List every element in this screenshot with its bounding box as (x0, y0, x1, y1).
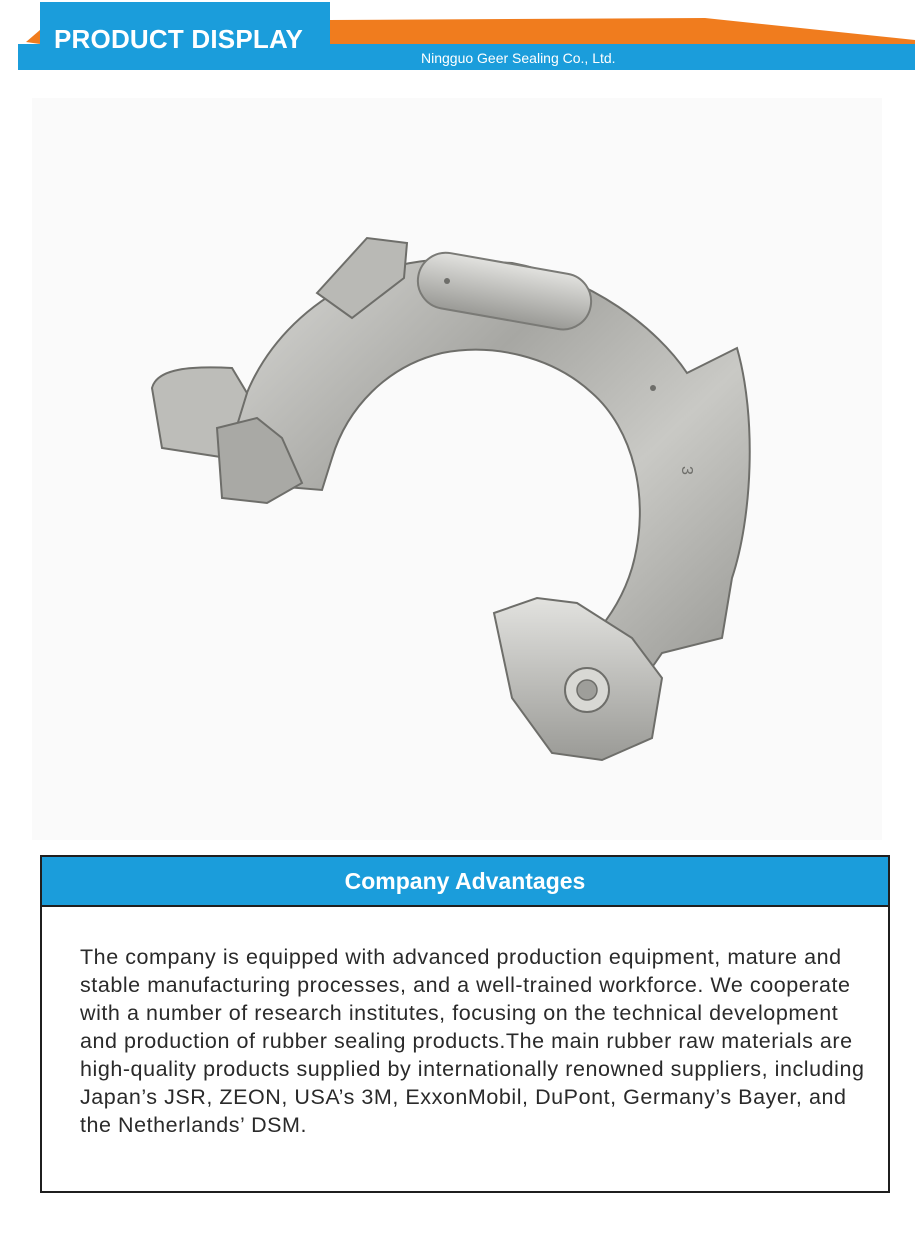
stamp-mark: 3 (678, 466, 695, 475)
header-banner (0, 0, 915, 80)
product-image (32, 98, 882, 840)
company-advantages-section (40, 855, 890, 1193)
banner-title: PRODUCT DISPLAY (54, 24, 304, 54)
clamp-part-illustration (32, 98, 882, 840)
section-header (42, 857, 888, 907)
company-name: Ningguo Geer Sealing Co., Ltd. (421, 50, 616, 66)
advantages-body-text: The company is equipped with advanced production equipment, mature and stable manufacturing processes, and a well-trained workforce. We cooperate with a number of research institutes, focusing on the technical development and production of rubber sealing products.The main rubber raw materials are high-quality products supplied by internationally renowned suppliers, including Japan’s JSR, ZEON, USA’s 3M, ExxonMobil, DuPont, Germany’s Bayer, and the Netherlands’ DSM. (80, 945, 865, 1137)
section-title: Company Advantages (344, 867, 586, 894)
